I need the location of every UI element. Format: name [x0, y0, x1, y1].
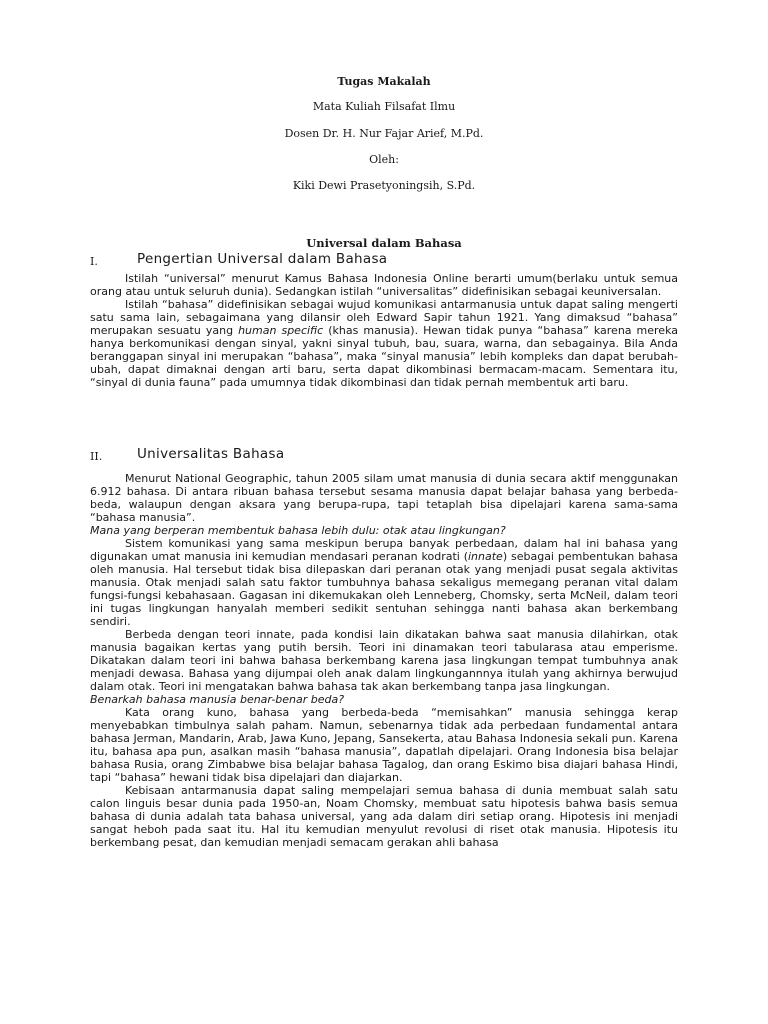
paragraph: Kata orang kuno, bahasa yang berbeda-beda “memisahkan” manusia sehingga kerap menyebabkan timbulnya salah paham. Namun, sebenarnya tidak ada perbedaan fundamental antara bahasa Jerman, Mandarin, Arab, Jawa Kuno, Jepang, Sansekerta, atau Bahasa Indonesia sekali pun. Karena itu, bahasa apa pun, asalkan masih “bahasa manusia”, dapatlah dipelajari. Orang Indonesia bisa belajar bahasa Rusia, orang Zimbabwe bisa belajar bahasa Tagalog, dan orang Eskimo bisa diajari bahasa Hindi, tapi “bahasa” hewani tidak bisa dipelajari dan diajarkan.	[90, 706, 678, 784]
section-body	[90, 472, 678, 849]
section-heading: Pengertian Universal dalam Bahasa	[137, 251, 388, 267]
by-label: Oleh:	[369, 153, 399, 166]
section-numeral: I.	[90, 255, 98, 268]
text-run: ) sebagai pembentukan bahasa oleh manusia. Hal tersebut tidak bisa dilepaskan dari peranan otak yang menjadi pusat segala aktivitas manusia. Otak menjadi salah satu faktor tumbuhnya bahasa sekaligus memegang peranan vital dalam fungsi-fungsi kebahasaan. Gagasan ini dikemukakan oleh Lenneberg, Chomsky, serta McNeil, dalam teori ini tugas lingkungan hanyalah memberi sedikit sentuhan sehingga nanti bahasa akan berkembang sendiri.	[90, 550, 678, 628]
section-heading: Universalitas Bahasa	[137, 446, 285, 462]
paragraph: Kebisaan antarmanusia dapat saling mempelajari semua bahasa di dunia membuat salah satu calon linguis besar dunia pada 1950-an, Noam Chomsky, membuat satu hipotesis bahwa basis semua bahasa di dunia adalah tata bahasa universal, yang ada dalam diri setiap orang. Hipotesis ini menjadi sangat heboh pada saat itu. Hal itu kemudian menyulut revolusi di riset otak manusia. Hipotesis itu berkembang pesat, dan kemudian menjadi semacam gerakan ahli bahasa	[90, 784, 678, 849]
italic-term: innate	[468, 550, 503, 563]
question-subheading: Mana yang berperan membentuk bahasa lebih dulu: otak atau lingkungan?	[90, 524, 506, 537]
question-subheading: Benarkah bahasa manusia benar-benar beda?	[90, 693, 345, 706]
section-body	[90, 272, 678, 389]
paragraph	[90, 298, 678, 389]
paragraph: Berbeda dengan teori innate, pada kondisi lain dikatakan bahwa saat manusia dilahirkan, otak manusia bagaikan kertas yang putih bersih. Teori ini dinamakan teori tabularasa atau emperisme. Dikatakan dalam teori ini bahwa bahasa berkembang karena jasa lingkungan tempat tumbuhnya anak menjadi dewasa. Bahasa yang dijumpai oleh anak dalam lingkungannnya itulah yang akhirnya berwujud dalam otak. Teori ini mengatakan bahwa bahasa tak akan berkembang tanpa jasa lingkungan.	[90, 628, 678, 693]
paper-title: Universal dalam Bahasa	[306, 236, 462, 250]
author-name: Kiki Dewi Prasetyoningsih, S.Pd.	[292, 179, 476, 192]
assignment-label: Tugas Makalah	[337, 75, 431, 88]
course-name: Mata Kuliah Filsafat Ilmu	[312, 100, 456, 113]
text-run: Sistem komunikasi yang sama meskipun berupa banyak perbedaan, dalam hal ini bahasa yang digunakan umat manusia ini kemudian mendasari peranan kodrati (	[90, 537, 678, 563]
text-run: (khas manusia). Hewan tidak punya “bahasa” karena mereka hanya berkomunikasi dengan sinyal, yakni sinyal tubuh, bau, suara, warna, dan sebagainya. Bila Anda beranggapan sinyal ini merupakan “bahasa”, maka “sinyal manusia” lebih kompleks dan dapat berubah-ubah, dapat dimaknai dengan arti baru, serta dapat dikombinasi bermacam-macam. Sementara itu, “sinyal di dunia fauna” pada umumnya tidak dikombinasi dan tidak pernah membentuk arti baru.	[90, 324, 678, 389]
lecturer-name: Dosen Dr. H. Nur Fajar Arief, M.Pd.	[284, 127, 484, 140]
paragraph	[90, 537, 678, 628]
text-run: Istilah “bahasa” didefinisikan sebagai wujud komunikasi antarmanusia untuk dapat saling mengerti satu sama lain, sebagaimana yang dilansir oleh Edward Sapir tahun 1921. Yang dimaksud “bahasa” merupakan sesuatu yang	[90, 298, 678, 337]
section-numeral: II.	[90, 450, 103, 463]
paragraph: Menurut National Geographic, tahun 2005 silam umat manusia di dunia secara aktif menggunakan 6.912 bahasa. Di antara ribuan bahasa tersebut sesama manusia dapat belajar bahasa yang berbeda-beda, walaupun dengan aksara yang berupa-rupa, tapi tetaplah bisa dipelajari karena sama-sama “bahasa manusia”.	[90, 472, 678, 524]
italic-term: human specific	[238, 324, 324, 337]
paragraph: Istilah “universal” menurut Kamus Bahasa Indonesia Online berarti umum(berlaku untuk semua orang atau untuk seluruh dunia). Sedangkan istilah “universalitas” didefinisikan sebagai keuniversalan.	[90, 272, 678, 298]
